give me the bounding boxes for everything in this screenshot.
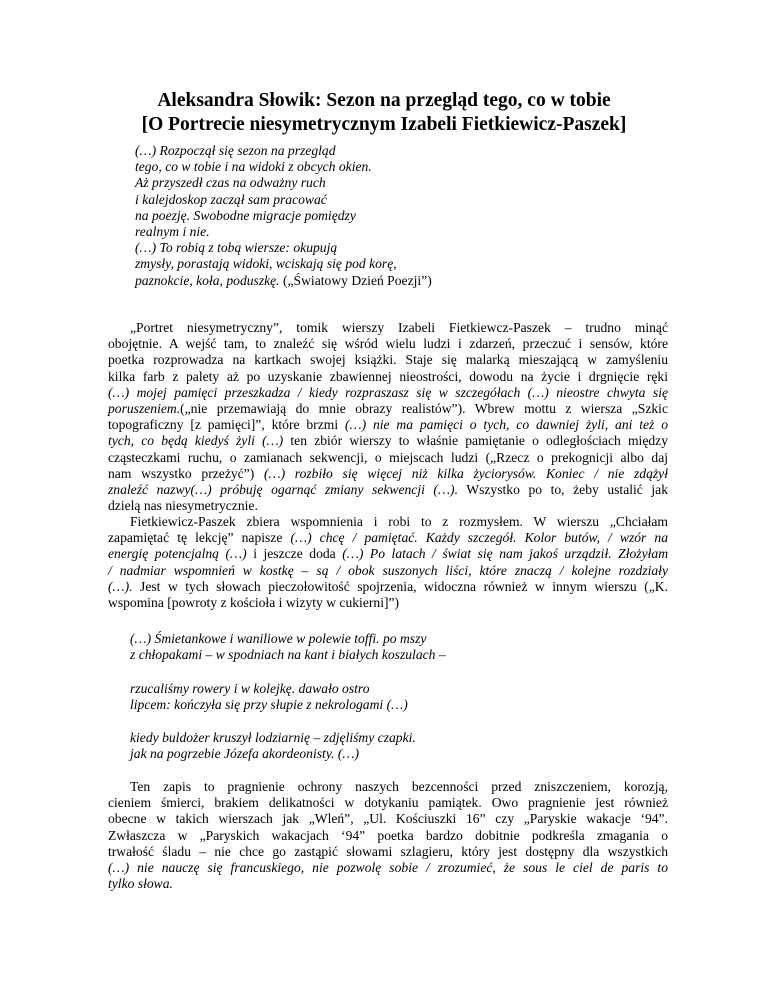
inline-text: zapamiętać tę lekcję” napisze: [108, 530, 291, 546]
quoted-stanza: [130, 681, 408, 713]
inline-quote: (…) chcę / pamiętać. Każdy szczegół. Kolor butów, / wzór na: [290, 530, 668, 546]
stanza-line: (…) Śmietankowe i waniliowe w polewie toffi. po mszy: [130, 631, 427, 646]
paragraph-line: [108, 401, 668, 417]
paragraph-line: (…) nie nauczę się francuskiego, nie pozwolę sobie / zrozumieć, że sous le ciel de paris to: [108, 859, 668, 875]
inline-quote: (…) Po latach / świat się nam jakoś urządził. Złożyłam: [342, 546, 669, 562]
epigraph-line: realnym i nie.: [135, 224, 210, 240]
paragraph-2: [108, 514, 668, 611]
paragraph-line: tylko słowa.: [108, 876, 173, 892]
epigraph-line: Aż przyszedł czas na odważny ruch: [135, 175, 326, 191]
paragraph-line: (…) mojej pamięci przeszkadza / kiedy rozpraszasz się w szczegółach (…) nieostre chwyta się: [108, 384, 668, 400]
epigraph-line: na poezję. Swobodne migracje pomiędzy: [135, 207, 356, 223]
inline-text: Jest w tych słowach pieczołowitość spojrzenia, widoczna również w innym wierszu („K.: [132, 578, 668, 594]
paragraph-line: [108, 433, 668, 449]
stanza-line: jak na pogrzebie Józefa akordeonisty. (…): [130, 746, 360, 762]
paragraph-1: [108, 320, 668, 514]
epigraph-line: (…) Rozpoczął się sezon na przegląd: [135, 143, 336, 158]
epigraph-line: i kalejdoskop zaczął sam pracować: [135, 191, 327, 207]
inline-text: i jeszcze doda: [246, 546, 343, 562]
stanza-line: lipcem: kończyła się przy słupie z nekrologami (…): [130, 697, 408, 713]
paragraph-line: poetka rozprowadza na kartkach swojej książki. Staje się malarką mieszającą w zamyśleniu: [108, 352, 668, 368]
paragraph-line: [108, 482, 668, 498]
paragraph-line: / nadmiar wspomnień w kostkę – są / obok suszonych liści, które znaczą / kolejne rozdziały: [108, 562, 668, 578]
epigraph-line: zmysły, porastają widoki, wciskają się pod korę,: [135, 256, 397, 272]
epigraph-last-text: paznokcie, koła, poduszkę.: [135, 272, 280, 288]
paragraph-line: obojętnie. A wejść tam, to znaleźć się wśród wielu ludzi i zdarzeń, przeczuć i sensów, które: [108, 336, 668, 352]
inline-text: Wszystko po to, żeby ustalić jak: [457, 481, 668, 497]
epigraph-line: (…) To robią z tobą wiersze: okupują: [135, 240, 338, 256]
epigraph-poem: [135, 143, 432, 289]
paragraph-line: Zwłaszcza w „Paryskich wakacjach ‘94” poetka bardzo dobitnie podkreśla zmagania o: [108, 827, 668, 843]
paragraph-line: Fietkiewicz-Paszek zbiera wspomnienia i robi to z rozmysłem. W wierszu „Chciałam: [130, 514, 668, 529]
inline-text: („nie przemawiają do mnie obrazy realistów”). Wbrew mottu z wiersza „Szkic: [180, 400, 668, 416]
paragraph-line: dzielą nas niesymetrycznie.: [108, 498, 258, 514]
paragraph-line: [108, 417, 668, 433]
quoted-stanza: [130, 631, 446, 663]
inline-quote: poruszeniem.: [108, 400, 181, 416]
inline-quote: (…) rozbiło się więcej niż kilka życiorysów. Koniec / nie zdążył: [263, 465, 668, 481]
inline-quote: (…).: [108, 578, 133, 594]
stanza-line: kiedy buldożer kruszył lodziarnię – zdjęliśmy czapki.: [130, 730, 416, 745]
paragraph-3: [108, 779, 668, 892]
paragraph-line: trwałość śladu – nie chce go zastąpić słowami szlagieru, który jest dostępny dla wszystkich: [108, 843, 668, 859]
inline-quote: (…) nie ma pamięci o tych, co dawniej żyli, ani też o: [344, 417, 669, 433]
inline-text: topograficzny [z pamięci]”, które brzmi: [108, 417, 345, 433]
inline-quote: znaleźć nazwy(…) próbuję ogarnąć zmiany sekwencji (…).: [108, 481, 458, 497]
paragraph-line: cząsteczkami ruchu, o zamianach sekwencji, o miejscach ludzi („Rzecz o prekognicji albo daj: [108, 449, 668, 465]
paragraph-line: Ten zapis to pragnienie ochrony naszych bezcenności przed zniszczeniem, korozją,: [130, 779, 668, 794]
inline-quote: tych, co będą kiedyś żyli (…): [108, 433, 284, 449]
inline-quote: energię potencjalną (…): [108, 546, 247, 562]
article-subtitle: [O Portrecie niesymetrycznym Izabeli Fietkiewicz-Paszek]: [141, 114, 627, 135]
paragraph-line: [108, 530, 668, 546]
paragraph-line: [108, 546, 668, 562]
paragraph-line: [108, 466, 668, 482]
paragraph-line: „Portret niesymetryczny”, tomik wierszy Izabeli Fietkiewcz-Paszek – trudno minąć: [130, 320, 668, 335]
stanza-line: rzucaliśmy rowery i w kolejkę. dawało ostro: [130, 681, 370, 696]
epigraph-last-line: [135, 273, 432, 289]
paragraph-line: wspomina [powroty z kościoła i wizyty w cukierni]”): [108, 594, 400, 610]
epigraph-source: („Światowy Dzień Poezji”): [279, 272, 432, 288]
quoted-stanza: [130, 730, 416, 762]
paragraph-line: obecne w takich wierszach jak „Wleń”, „Ul. Kościuszki 16” czy „Paryskie wakacje ‘94”.: [108, 811, 668, 827]
article-title: Aleksandra Słowik: Sezon na przegląd tego, co w tobie: [157, 90, 611, 111]
paragraph-line: [108, 579, 668, 595]
paragraph-line: kilka farb z palety aż po uzyskanie zbawiennej nieostrości, dowodu na życie i drgnięcie ręki: [108, 368, 668, 384]
stanza-line: z chłopakami – w spodniach na kant i białych koszulach –: [130, 647, 446, 663]
epigraph-line: tego, co w tobie i na widoki z obcych okien.: [135, 159, 372, 175]
inline-text: nam wszystko przeżyć”): [108, 465, 264, 481]
inline-text: ten zbiór wierszy to właśnie pamiętanie o odległościach między: [283, 433, 668, 449]
paragraph-line: cieniem śmierci, brakiem delikatności w dotykaniu pamiątek. Owo pragnienie jest również: [108, 795, 668, 811]
